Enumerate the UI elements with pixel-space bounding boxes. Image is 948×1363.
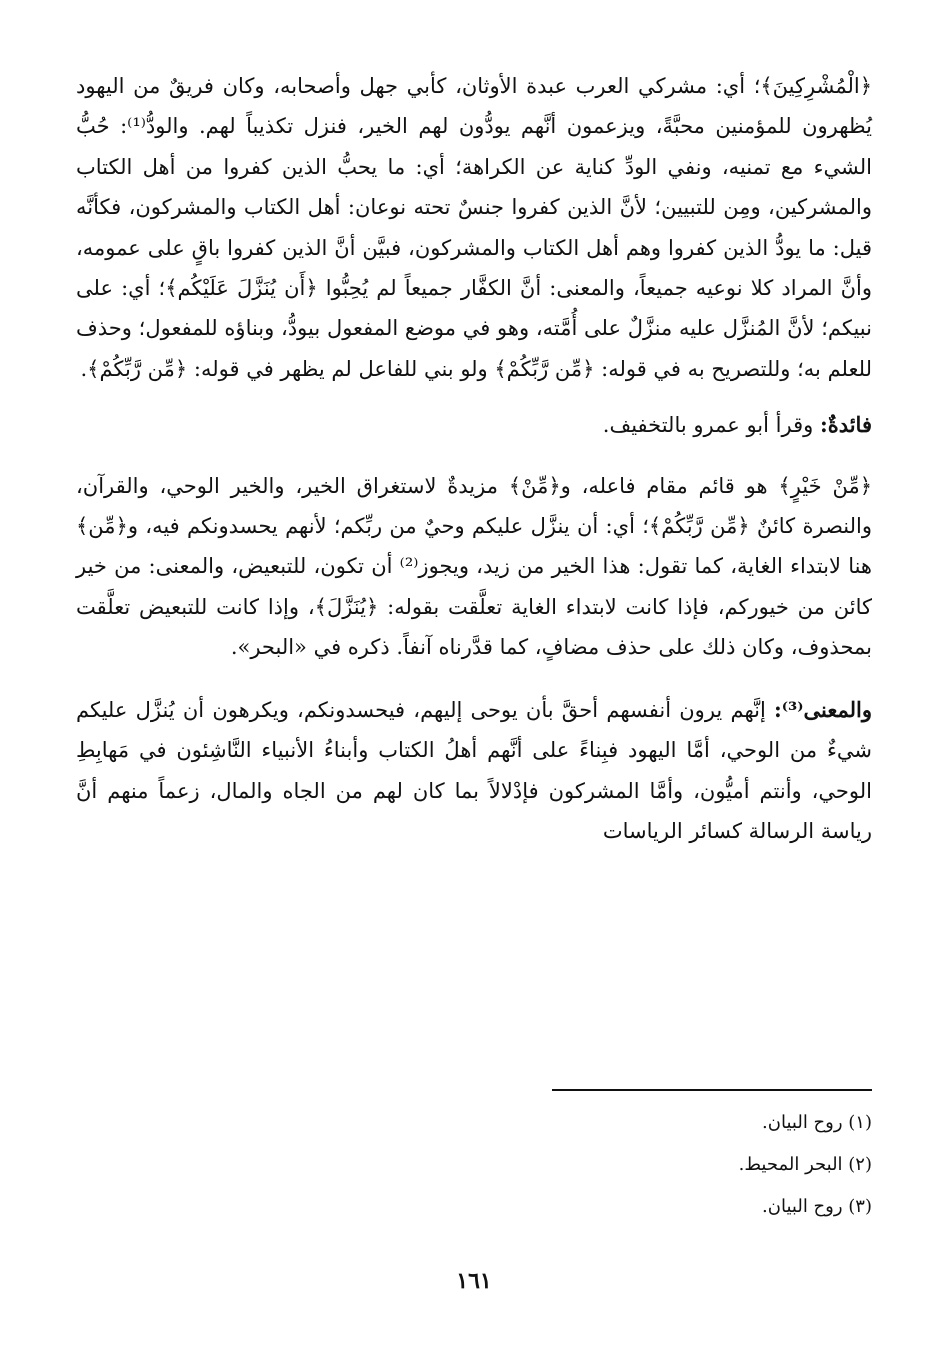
note-paragraph (76, 405, 872, 445)
note-text: وقرأ أبو عمرو بالتخفيف. (602, 413, 814, 438)
footnotes (739, 1102, 872, 1228)
paragraph-3-text: إنَّهم يرون أنفسهم أحقَّ بأن يوحى إليهم، فيحسدونكم، ويكرهون أن يُنزَّل عليكم شيءٌ من الوحي، أمَّا اليهود فبِناءً على أنَّهم أهلُ الكتاب وأبناءُ الأنبياء النَّاشِئون في مَهابِطِ الوحي، وأنتم أميُّون، وأمَّا المشركون فإدْلالاً بما كان لهم من الجاه والمال، زعماً منهم أنَّ رياسة الرسالة كسائر الرياسات (76, 697, 872, 843)
footnote-1: (١) روح البيان. (762, 1112, 872, 1133)
paragraph-2: ﴿مِّنْ خَيْرٍ﴾ هو قائم مقام فاعله، و﴿مِّنْ﴾ مزيدةٌ لاستغراق الخير، والخير الوحي، والقرآن، والنصرة كائنٌ ﴿مِّن رَّبِّكُمْ﴾؛ أي: أن ينزَّل عليكم وحيٌ من ربِّكم؛ لأنهم يحسدونكم فيه، و﴿مِّن﴾ هنا لابتداء الغاية، كما تقول: هذا الخير من زيد، ويجوز⁽²⁾ أن تكون، للتبعيض، والمعنى: من خير كائن من خيوركم، فإذا كانت لابتداء الغاية تعلَّقت بقوله: ﴿يُنَزَّلَ﴾، وإذا كانت للتبعيض تعلَّقت بمحذوف، وكان ذلك على حذف مضافٍ، كما قدَّرناه آنفاً. ذكره في «البحر». (76, 473, 872, 660)
footnote-3: (٣) روح البيان. (762, 1196, 872, 1217)
paragraph-1: ﴿الْمُشْرِكِينَ﴾؛ أي: مشركي العرب عبدة الأوثان، كأبي جهل وأصحابه، وكان فريقٌ من اليهود يُظهرون للمؤمنين محبَّةً، ويزعمون أنَّهم يودُّون لهم الخير، فنزل تكذيباً لهم. والودُّ⁽¹⁾: حُبُّ الشيء مع تمنيه، ونفي الودِّ كناية عن الكراهة؛ أي: ما يحبُّ الذين كفروا من أهل الكتاب والمشركين، ومِن للتبيين؛ لأنَّ الذين كفروا جنسٌ تحته نوعان: أهل الكتاب والمشركون، فكأنَّه قيل: ما يودُّ الذين كفروا وهم أهل الكتاب والمشركون، فبيَّن أنَّ الذين كفروا باقٍ على عمومه، وأنَّ المراد كلا نوعيه جميعاً، والمعنى: أنَّ الكفَّار جميعاً لم يُحِبُّوا ﴿أَن يُنَزَّلَ عَلَيْكُم﴾؛ أي: على نبيكم؛ لأنَّ المُنزَّل عليه منزَّلٌ على أُمَّته، وهو في موضع المفعول بيودُّ، وبناؤه للمفعول؛ وحذف للعلم به؛ وللتصريح به في قوله: ﴿مِّن رَّبِّكُمْ﴾ ولو بني للفاعل لم يظهر في قوله: ﴿مِّن رَّبِّكُمْ﴾. (76, 74, 872, 381)
footnote-divider (552, 1089, 872, 1091)
paragraph-3-lead: والمعنى⁽³⁾: (774, 696, 872, 722)
footnote-2: (٢) البحر المحيط. (738, 1154, 872, 1175)
note-lead: فائدةٌ: (819, 412, 872, 438)
paragraph-3 (76, 690, 872, 852)
page-number: ١٦١ (456, 1268, 492, 1294)
